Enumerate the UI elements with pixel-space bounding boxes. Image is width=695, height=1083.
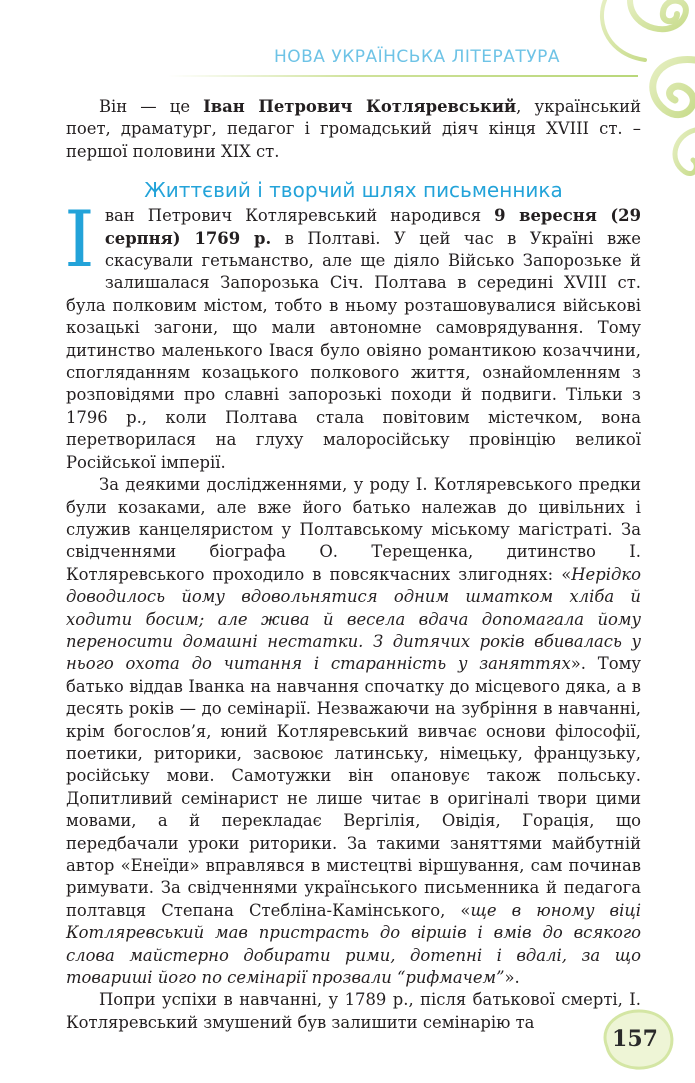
swirl-arc [602,0,645,60]
paragraph-text: в Полтаві. У цей час в Україні вже скасували гетьманство, але ще діяло Військо Запорозьке й залишалася Запорозька Січ. Полтава в середині XVIII ст. була полковим містом, тобто в ньому розташовувалися військові козацькі загони, що мали автономне самоврядування. Тому дитинство маленького Івася було овіяно романтикою козаччини, споглядaнням козацького полкового життя, ознайомленням з розповідями про славні запорозькі походи й подвиги. Тільки з 1796 р., коли Полтава стала повітовим містечком, вона перетворилася на глуху малоросійську провінцію великої Російської імперії. [66,228,641,472]
swirl-middle [653,60,695,115]
swirl-lower [675,130,695,174]
section-title: Життєвий і творчий шлях письменника [144,178,563,203]
swirl-top [630,0,686,29]
paragraph-text: ван Петрович Котляревський народився [104,206,495,226]
drop-cap: І [64,195,95,286]
paragraph-text: За деякими дослідженнями, у роду І. Котляревського предки були козаками, але вже його батько належав до цивільних і служив канцеляристом у Полтавському міському магістраті. За свідченнями біографа О. Терещенка, дитинство І. Котляревського проходило в повсякчасних злигоднях: « [66,475,641,584]
paragraph-birth [64,195,641,474]
paragraph-text: Попри успіхи в навчанні, у 1789 р., після батькової смерті, І. Котляревський змушений був залишити семінарію та [66,990,641,1032]
quote-steblin: ще в юному віці Котляревський мав пристрасть до віршів і вмів до всякого слова майстерно добирати рими, дотепні і вдалі, за що товариші його по семінарії прозвали “рифмачем” [66,900,641,988]
page-number: 157 [612,1026,658,1052]
intro-author-name: Іван Петрович Котляревський [203,97,517,116]
intro-paragraph [66,96,641,163]
birth-date: 9 вересня (29 серпня) 1769 р. [104,206,641,248]
header-rule [168,75,638,77]
intro-text-start: Він — це [99,97,204,116]
intro-text-end: , український поет, драматург, педагог і громадський діяч кінця XVIII ст. – першої половини XIX ст. [66,97,641,161]
paragraph-education [66,474,641,989]
running-header: НОВА УКРАЇНСЬКА ЛІТЕРАТУРА [273,47,560,67]
paragraph-text: ». Тому батько віддав Іванка на навчання спочатку до місцевого дяка, а в десять років — до семінарії. Незважаючи на зубріння в навчанні, крім богослов’я, юний Котляревський вивчає основи філософії, поетики, риторики, засвоює латинську, німецьку, французьку, російську мови. Самотужки він опановує також польську. Допитливий семінарист не лише читає в оригіналі твори цими мовами, а й перекладає Вергілія, Овідія, Горація, що передбачали уроки риторики. За такими заняттями майбутній автор «Енеїди» вправлявся в мистецтві віршування, сам починав римувати. За свідченнями українського письменника й педагога полтавця Степана Стебліна-Камінського, « [66,654,641,920]
paragraph-seminary-exit [66,989,641,1034]
paragraph-text: ». [504,968,520,988]
page-body [66,96,641,1034]
quote-tereshchenko: Нерідко доводилось йому вдовольнятися одним шматком хліба й ходити босим; але жива й весела вдача допомагала йому переносити домашні нестатки. З дитячих років вбивалась у нього охота до читання і старанність у заняттях [66,564,641,674]
